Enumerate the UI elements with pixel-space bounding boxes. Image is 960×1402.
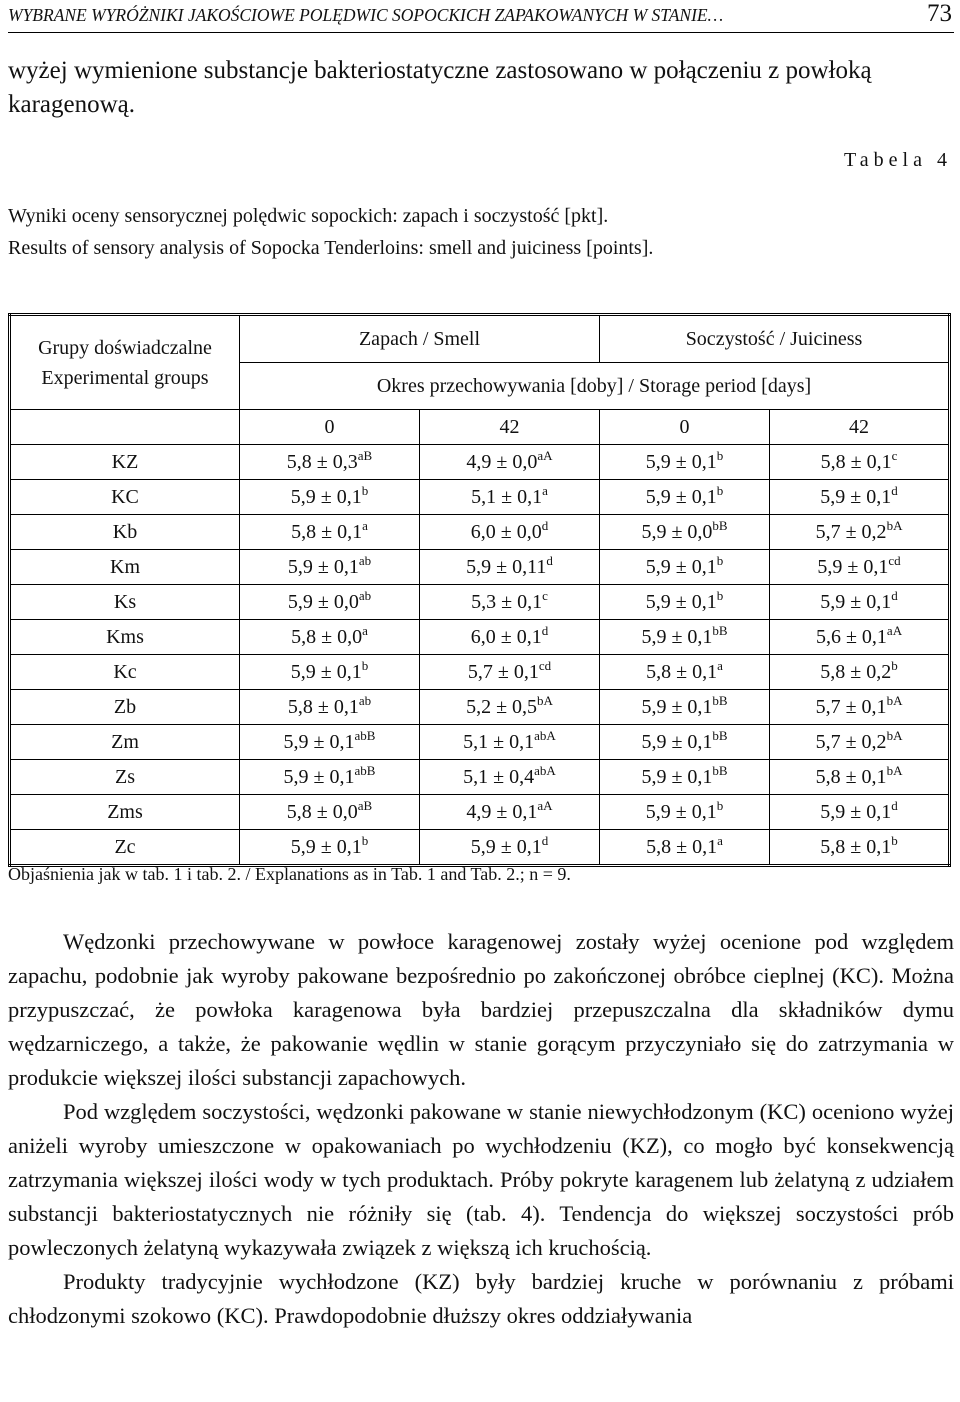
- significance-superscript: cd: [538, 657, 552, 673]
- value-cell: [240, 550, 420, 585]
- group-cell: Kms: [10, 620, 240, 655]
- significance-superscript: d: [541, 622, 549, 638]
- group-header-pl: Grupy doświadczalne: [38, 336, 212, 359]
- table-row: [10, 445, 950, 480]
- significance-superscript: b: [361, 832, 369, 848]
- value-cell: [420, 445, 600, 480]
- table-row: [10, 515, 950, 550]
- value-cell: [770, 795, 950, 830]
- value-cell: [240, 480, 420, 515]
- value-cell: [240, 445, 420, 480]
- mean-sd-value: 5,8 ± 0,1: [646, 835, 718, 858]
- table-row: [10, 550, 950, 585]
- significance-superscript: ab: [358, 692, 372, 708]
- table-row: [10, 620, 950, 655]
- mean-sd-value: 5,8 ± 0,1: [820, 835, 892, 858]
- value-cell: [600, 445, 770, 480]
- value-cell: [240, 725, 420, 760]
- mean-sd-value: 5,7 ± 0,1: [815, 695, 887, 718]
- mean-sd-value: 5,8 ± 0,1: [291, 520, 363, 543]
- mean-sd-value: 4,9 ± 0,0: [466, 450, 538, 473]
- group-cell: Zm: [10, 725, 240, 760]
- mean-sd-value: 5,7 ± 0,1: [467, 660, 539, 683]
- table-row: [10, 725, 950, 760]
- significance-superscript: b: [716, 797, 724, 813]
- day-header-row: [10, 410, 950, 445]
- mean-sd-value: 5,9 ± 0,1: [290, 485, 362, 508]
- significance-superscript: c: [891, 447, 898, 463]
- significance-superscript: abB: [354, 727, 376, 743]
- significance-superscript: abA: [534, 727, 556, 743]
- mean-sd-value: 5,9 ± 0,1: [641, 625, 713, 648]
- significance-superscript: d: [891, 797, 898, 813]
- significance-superscript: d: [541, 832, 549, 848]
- mean-sd-value: 6,0 ± 0,1: [470, 625, 542, 648]
- significance-superscript: d: [891, 482, 898, 498]
- mean-sd-value: 5,9 ± 0,1: [641, 765, 713, 788]
- mean-sd-value: 5,2 ± 0,5: [466, 695, 538, 718]
- value-cell: [240, 585, 420, 620]
- significance-superscript: aA: [537, 797, 553, 813]
- value-cell: [420, 515, 600, 550]
- running-header: [8, 0, 954, 33]
- value-cell: [600, 830, 770, 866]
- table-row: [10, 690, 950, 725]
- value-cell: [770, 620, 950, 655]
- significance-superscript: a: [362, 517, 368, 533]
- value-cell: [420, 760, 600, 795]
- value-cell: [240, 620, 420, 655]
- significance-superscript: aB: [357, 797, 373, 813]
- significance-superscript: aA: [886, 622, 903, 638]
- table-row: [10, 655, 950, 690]
- significance-superscript: b: [716, 587, 724, 603]
- mean-sd-value: 5,7 ± 0,2: [815, 730, 887, 753]
- body-text: [8, 925, 954, 1333]
- value-cell: [420, 795, 600, 830]
- table-row: [10, 795, 950, 830]
- group-header-en: Experimental groups: [41, 366, 209, 389]
- value-cell: [600, 585, 770, 620]
- significance-superscript: b: [361, 482, 369, 498]
- mean-sd-value: 5,9 ± 0,1: [820, 590, 892, 613]
- value-cell: [420, 690, 600, 725]
- significance-superscript: ab: [358, 552, 372, 568]
- table-row: [10, 480, 950, 515]
- mean-sd-value: 5,9 ± 0,0: [287, 590, 359, 613]
- value-cell: [420, 550, 600, 585]
- group-cell: Kb: [10, 515, 240, 550]
- mean-sd-value: 5,9 ± 0,1: [817, 555, 889, 578]
- group-cell: Zms: [10, 795, 240, 830]
- day-header: 42: [770, 410, 950, 445]
- value-cell: [420, 830, 600, 866]
- value-cell: [420, 585, 600, 620]
- mean-sd-value: 5,8 ± 0,2: [820, 660, 892, 683]
- day-header: 0: [600, 410, 770, 445]
- value-cell: [600, 760, 770, 795]
- value-cell: [770, 480, 950, 515]
- significance-superscript: d: [541, 517, 549, 533]
- value-cell: [420, 655, 600, 690]
- value-cell: [240, 830, 420, 866]
- significance-superscript: bA: [886, 517, 903, 533]
- mean-sd-value: 5,6 ± 0,1: [815, 625, 887, 648]
- mean-sd-value: 5,9 ± 0,1: [820, 800, 892, 823]
- significance-superscript: bA: [886, 762, 903, 778]
- significance-superscript: bB: [712, 692, 728, 708]
- day-header: 0: [240, 410, 420, 445]
- storage-period-header: Okres przechowywania [doby] / Storage period [days]: [240, 363, 950, 410]
- value-cell: [240, 655, 420, 690]
- mean-sd-value: 5,8 ± 0,0: [286, 800, 358, 823]
- value-cell: [770, 655, 950, 690]
- value-cell: [600, 550, 770, 585]
- significance-superscript: aB: [357, 447, 373, 463]
- significance-superscript: b: [891, 657, 898, 673]
- significance-superscript: bB: [712, 727, 728, 743]
- mean-sd-value: 5,8 ± 0,1: [646, 660, 718, 683]
- group-cell: Zc: [10, 830, 240, 866]
- value-cell: [770, 760, 950, 795]
- significance-superscript: bA: [886, 692, 903, 708]
- value-cell: [600, 515, 770, 550]
- value-cell: [600, 655, 770, 690]
- table-row: [10, 585, 950, 620]
- table-row: [10, 760, 950, 795]
- significance-superscript: abA: [534, 762, 556, 778]
- page-number: 73: [927, 0, 952, 27]
- significance-superscript: b: [716, 447, 724, 463]
- group-cell: KC: [10, 480, 240, 515]
- day-header: 42: [420, 410, 600, 445]
- mean-sd-value: 5,1 ± 0,1: [471, 485, 543, 508]
- mean-sd-value: 5,8 ± 0,1: [815, 765, 887, 788]
- significance-superscript: a: [542, 482, 548, 498]
- value-cell: [770, 725, 950, 760]
- results-table-container: [8, 313, 948, 867]
- significance-superscript: abB: [354, 762, 376, 778]
- juiciness-header: Soczystość / Juiciness: [600, 315, 950, 363]
- mean-sd-value: 5,9 ± 0,0: [641, 520, 713, 543]
- table-header-row: [10, 315, 950, 363]
- table-caption-en: Results of sensory analysis of Sopocka Tenderloins: smell and juiciness [points].: [8, 237, 654, 259]
- mean-sd-value: 5,8 ± 0,0: [291, 625, 363, 648]
- value-cell: [420, 620, 600, 655]
- group-cell: Zb: [10, 690, 240, 725]
- value-cell: [240, 690, 420, 725]
- significance-superscript: bB: [712, 517, 728, 533]
- significance-superscript: b: [716, 552, 724, 568]
- significance-superscript: bB: [712, 762, 728, 778]
- mean-sd-value: 5,9 ± 0,1: [641, 730, 713, 753]
- running-title: WYBRANE WYRÓŻNIKI JAKOŚCIOWE POLĘDWIC SOPOCKICH ZAPAKOWANYCH W STANIE…: [8, 5, 724, 25]
- group-cell: KZ: [10, 445, 240, 480]
- significance-superscript: a: [717, 832, 723, 848]
- value-cell: [240, 515, 420, 550]
- mean-sd-value: 5,9 ± 0,1: [645, 450, 717, 473]
- value-cell: [600, 620, 770, 655]
- significance-superscript: cd: [888, 552, 901, 568]
- value-cell: [770, 585, 950, 620]
- table-note: Objaśnienia jak w tab. 1 i tab. 2. / Explanations as in Tab. 1 and Tab. 2.; n = 9.: [8, 864, 571, 884]
- significance-superscript: aA: [537, 447, 553, 463]
- mean-sd-value: 5,9 ± 0,1: [287, 555, 359, 578]
- mean-sd-value: 5,8 ± 0,1: [820, 450, 892, 473]
- mean-sd-value: 5,9 ± 0,1: [641, 695, 713, 718]
- results-table: [8, 313, 951, 867]
- significance-superscript: a: [717, 657, 723, 673]
- value-cell: [240, 795, 420, 830]
- intro-paragraph: wyżej wymienione substancje bakteriostatyczne zastosowano w połączeniu z powłoką karagenową.: [8, 57, 872, 118]
- mean-sd-value: 5,9 ± 0,1: [290, 660, 362, 683]
- mean-sd-value: 5,9 ± 0,1: [283, 730, 355, 753]
- mean-sd-value: 5,9 ± 0,1: [290, 835, 362, 858]
- mean-sd-value: 5,7 ± 0,2: [815, 520, 887, 543]
- value-cell: [770, 830, 950, 866]
- value-cell: [600, 690, 770, 725]
- mean-sd-value: 5,9 ± 0,1: [645, 485, 717, 508]
- significance-superscript: c: [542, 587, 548, 603]
- value-cell: [600, 795, 770, 830]
- mean-sd-value: 5,9 ± 0,1: [820, 485, 892, 508]
- mean-sd-value: 4,9 ± 0,1: [466, 800, 538, 823]
- group-column-header: [10, 315, 240, 410]
- day-header-blank: [10, 410, 240, 445]
- mean-sd-value: 5,9 ± 0,11: [466, 555, 547, 578]
- significance-superscript: d: [546, 552, 553, 568]
- group-cell: Km: [10, 550, 240, 585]
- mean-sd-value: 6,0 ± 0,0: [470, 520, 542, 543]
- value-cell: [600, 725, 770, 760]
- mean-sd-value: 5,1 ± 0,1: [463, 730, 535, 753]
- mean-sd-value: 5,9 ± 0,1: [645, 590, 717, 613]
- significance-superscript: ab: [358, 587, 372, 603]
- value-cell: [770, 690, 950, 725]
- mean-sd-value: 5,8 ± 0,3: [286, 450, 358, 473]
- value-cell: [240, 760, 420, 795]
- table-caption-pl: Wyniki oceny sensorycznej polędwic sopockich: zapach i soczystość [pkt].: [8, 205, 609, 227]
- significance-superscript: bA: [886, 727, 903, 743]
- significance-superscript: a: [362, 622, 368, 638]
- significance-superscript: bA: [537, 692, 553, 708]
- significance-superscript: bB: [712, 622, 728, 638]
- group-cell: Zs: [10, 760, 240, 795]
- mean-sd-value: 5,9 ± 0,1: [645, 800, 717, 823]
- significance-superscript: d: [891, 587, 898, 603]
- mean-sd-value: 5,1 ± 0,4: [463, 765, 535, 788]
- smell-header: Zapach / Smell: [240, 315, 600, 363]
- significance-superscript: b: [716, 482, 724, 498]
- table-row: [10, 830, 950, 866]
- significance-superscript: b: [891, 832, 898, 848]
- body-paragraph: Wędzonki przechowywane w powłoce karagenowej zostały wyżej ocenione pod względem zapachu, podobnie jak wyroby pakowane bezpośrednio po zakończonej obróbce cieplnej (KC). Można przypuszczać, że powłoka karagenowa była bardziej przepuszczalna dla składników dymu wędzarniczego, a także, że pakowanie wędlin w stanie gorącym przyczyniało się do zatrzymania w produkcie większej ilości substancji zapachowych.: [8, 929, 954, 1090]
- value-cell: [420, 480, 600, 515]
- mean-sd-value: 5,9 ± 0,1: [645, 555, 717, 578]
- mean-sd-value: 5,9 ± 0,1: [470, 835, 542, 858]
- group-cell: Ks: [10, 585, 240, 620]
- mean-sd-value: 5,3 ± 0,1: [471, 590, 543, 613]
- group-cell: Kc: [10, 655, 240, 690]
- significance-superscript: b: [361, 657, 369, 673]
- mean-sd-value: 5,8 ± 0,1: [287, 695, 359, 718]
- value-cell: [770, 515, 950, 550]
- value-cell: [770, 445, 950, 480]
- value-cell: [420, 725, 600, 760]
- body-paragraph: Produkty tradycyjnie wychłodzone (KZ) były bardziej kruche w porównaniu z próbami chłodzonymi szokowo (KC). Prawdopodobnie dłuższy okres oddziaływania: [8, 1269, 954, 1328]
- value-cell: [600, 480, 770, 515]
- body-paragraph: Pod względem soczystości, wędzonki pakowane w stanie niewychłodzonym (KC) oceniono wyżej aniżeli wyroby umieszczone w opakowaniach po wychłodzeniu (KZ), co mogło być konsekwencją zatrzymania większej ilości wody w tych produktach. Próby pokryte karagenem lub żelatyną z udziałem substancji bakteriostatycznych nie różniły się (tab. 4). Tendencja do większej soczystości prób powleczonych żelatyną wykazywała związek z większą ich kruchością.: [8, 1099, 954, 1260]
- value-cell: [770, 550, 950, 585]
- table-label: Tabela 4: [843, 149, 952, 171]
- mean-sd-value: 5,9 ± 0,1: [283, 765, 355, 788]
